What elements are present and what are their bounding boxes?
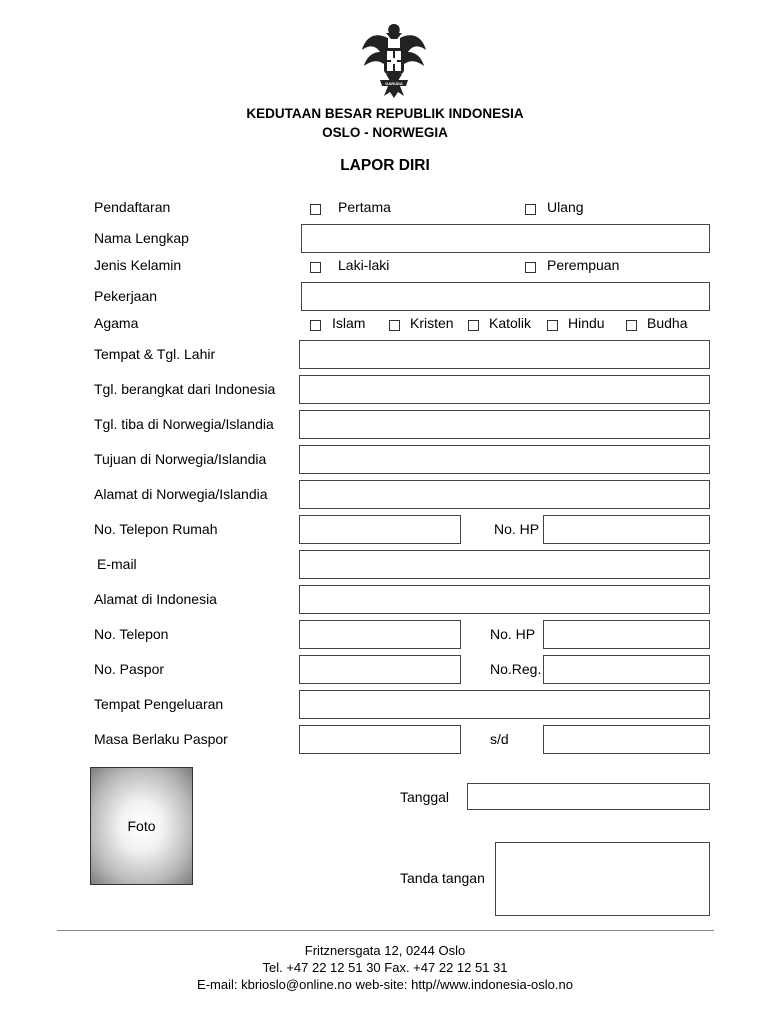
label-email: E-mail [97, 556, 137, 572]
embassy-city: OSLO - NORWEGIA [322, 125, 448, 140]
footer-phone: Tel. +47 22 12 51 30 Fax. +47 22 12 51 31 [262, 960, 508, 975]
option-kristen-label: Kristen [410, 315, 454, 331]
photo-placeholder[interactable] [90, 767, 193, 885]
masa-berlaku-to-field[interactable] [543, 725, 710, 754]
label-tempat-tgl-lahir: Tempat & Tgl. Lahir [94, 346, 216, 362]
footer-divider [57, 930, 714, 931]
no-hp-1-field[interactable] [543, 515, 710, 544]
masa-berlaku-from-field[interactable] [299, 725, 461, 754]
option-pertama-label: Pertama [338, 199, 391, 215]
nama-lengkap-field[interactable] [301, 224, 710, 253]
option-hindu-label: Hindu [568, 315, 605, 331]
checkbox-kristen[interactable] [389, 320, 400, 331]
label-telepon-rumah: No. Telepon Rumah [94, 521, 218, 537]
label-tanggal: Tanggal [400, 789, 450, 805]
option-perempuan-label: Perempuan [547, 257, 620, 273]
tujuan-field[interactable] [299, 445, 710, 474]
label-tempat-pengeluaran: Tempat Pengeluaran [94, 696, 224, 712]
label-alamat-indonesia: Alamat di Indonesia [94, 591, 217, 607]
telepon-rumah-field[interactable] [299, 515, 461, 544]
pekerjaan-field[interactable] [301, 282, 710, 311]
option-ulang-label: Ulang [547, 199, 584, 215]
label-agama: Agama [94, 315, 139, 331]
email-field[interactable] [299, 550, 710, 579]
checkbox-budha[interactable] [626, 320, 637, 331]
form-title: LAPOR DIRI [340, 157, 430, 174]
option-laki-laki-label: Laki-laki [338, 257, 390, 273]
garuda-emblem-icon [358, 20, 430, 102]
option-katolik-label: Katolik [489, 315, 532, 331]
label-alamat-norwegia: Alamat di Norwegia/Islandia [94, 486, 268, 502]
tempat-pengeluaran-field[interactable] [299, 690, 710, 719]
embassy-name: KEDUTAAN BESAR REPUBLIK INDONESIA [246, 106, 524, 121]
checkbox-pertama[interactable] [310, 204, 321, 215]
label-masa-berlaku: Masa Berlaku Paspor [94, 731, 228, 747]
tanggal-field[interactable] [467, 783, 710, 810]
label-tgl-berangkat: Tgl. berangkat dari Indonesia [94, 381, 276, 397]
label-tanda-tangan: Tanda tangan [400, 870, 485, 886]
option-islam-label: Islam [332, 315, 366, 331]
alamat-norwegia-field[interactable] [299, 480, 710, 509]
label-no-hp-1: No. HP [494, 521, 540, 537]
tgl-tiba-field[interactable] [299, 410, 710, 439]
footer-address: Fritznersgata 12, 0244 Oslo [304, 943, 466, 958]
tgl-berangkat-field[interactable] [299, 375, 710, 404]
label-tgl-tiba: Tgl. tiba di Norwegia/Islandia [94, 416, 274, 432]
no-paspor-field[interactable] [299, 655, 461, 684]
checkbox-laki-laki[interactable] [310, 262, 321, 273]
no-hp-2-field[interactable] [543, 620, 710, 649]
checkbox-ulang[interactable] [525, 204, 536, 215]
label-telepon: No. Telepon [94, 626, 169, 642]
label-no-hp-2: No. HP [490, 626, 536, 642]
no-reg-field[interactable] [543, 655, 710, 684]
checkbox-perempuan[interactable] [525, 262, 536, 273]
alamat-indonesia-field[interactable] [299, 585, 710, 614]
label-no-paspor: No. Paspor [94, 661, 165, 677]
tanda-tangan-field[interactable] [495, 842, 710, 916]
label-sd: s/d [490, 731, 509, 747]
checkbox-islam[interactable] [310, 320, 321, 331]
label-jenis-kelamin: Jenis Kelamin [94, 257, 182, 273]
option-budha-label: Budha [647, 315, 688, 331]
checkbox-hindu[interactable] [547, 320, 558, 331]
emblem-ribbon-text: GARUDA [385, 81, 403, 86]
photo-label: Foto [127, 818, 156, 834]
label-pendaftaran: Pendaftaran [94, 199, 171, 215]
tempat-tgl-lahir-field[interactable] [299, 340, 710, 369]
label-pekerjaan: Pekerjaan [94, 288, 158, 304]
footer-contact: E-mail: kbrioslo@online.no web-site: http//www.indonesia-oslo.no [197, 977, 573, 992]
telepon-field[interactable] [299, 620, 461, 649]
checkbox-katolik[interactable] [468, 320, 479, 331]
label-nama-lengkap: Nama Lengkap [94, 230, 189, 246]
label-tujuan: Tujuan di Norwegia/Islandia [94, 451, 267, 467]
label-no-reg: No.Reg. [490, 661, 542, 677]
